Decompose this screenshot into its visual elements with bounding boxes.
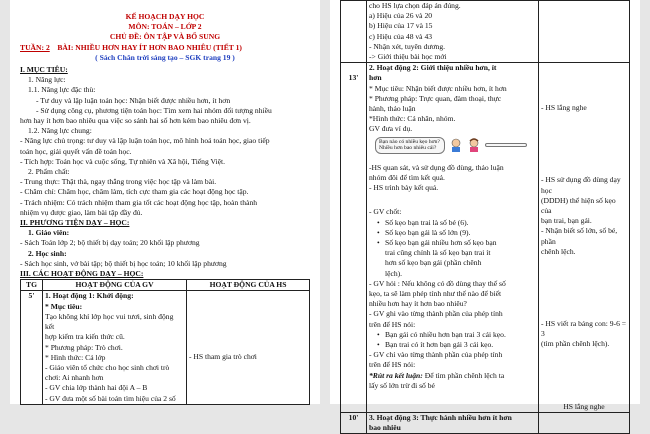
- text-line: (tìm phần chênh lệch).: [541, 339, 610, 349]
- text-line: - GV chia lớp thành hai đội A – B: [45, 383, 148, 393]
- subsection: 1.1. Năng lực đặc thù:: [28, 85, 96, 95]
- text-line: - HS tham gia trò chơi: [189, 352, 257, 362]
- list-item: • Bạn trai có ít hơn bạn gái 3 cái kẹo.: [369, 340, 536, 350]
- activity-heading: 3. Hoạt động 3: Thực hành nhiều hơn ít hơn: [369, 412, 512, 422]
- text-line: - HS sử dụng đồ dùng dạy học: [541, 175, 621, 195]
- text-line: - GV đưa một số bài toán tìm hiệu của 2 số: [45, 393, 176, 403]
- text-line: HS lắng nghe: [563, 401, 605, 411]
- subsection: 1. Năng lực:: [28, 75, 66, 85]
- text-line: - Tích hợp: Toán học và cuộc sống, Tự nhiên và Xã hội, Tiếng Việt.: [20, 156, 226, 166]
- section-objectives: I. MỤC TIÊU:: [20, 65, 68, 75]
- table-header-row: [21, 280, 310, 291]
- list-item-cont: hơn số kẹo bạn gái (phần chênh: [385, 258, 482, 268]
- text-line: nhiệm vụ được giao, làm bài tập đầy đủ.: [20, 207, 143, 217]
- conclusion-line: [369, 371, 536, 381]
- text-line: - Trung thực: Thật thà, ngay thẳng trong việc học tập và làm bài.: [20, 177, 217, 187]
- conclusion-label: *Rút ra kết luận:: [369, 370, 423, 380]
- doc-topic: CHỦ ĐỀ: ÔN TẬP VÀ BỔ SUNG: [109, 32, 221, 42]
- lesson-line: [20, 43, 310, 53]
- text-line: - Trách nhiệm: Có trách nhiệm tham gia tốt các hoạt động học tập, hoàn thành: [20, 197, 258, 207]
- table-row: [341, 1, 630, 63]
- text-line: *Hình thức: Cá nhân, nhóm.: [369, 114, 456, 124]
- list-item: • Số kẹo bạn gái là số lớn (9).: [369, 228, 536, 238]
- text-line: nhiều hơn hay ít hơn bao nhiêu?: [369, 299, 467, 309]
- doc-subject: MÔN: TOÁN – LỚP 2: [128, 22, 202, 32]
- text-line: b) Hiệu của 17 và 15: [369, 21, 433, 31]
- text-line: trên để HS nói:: [369, 319, 416, 329]
- text-line: - Chăm chỉ: Chăm học, chăm làm, tích cực tham gia các hoạt động học tập.: [20, 187, 249, 197]
- teacher-cell: [367, 1, 539, 63]
- text-line: a) Hiệu của 26 và 20: [369, 11, 433, 21]
- text-line: bạn trai, bạn gái.: [541, 216, 592, 226]
- activities-table: [20, 279, 310, 404]
- student-cell: [187, 291, 310, 404]
- text-line: chơi: Ai nhanh hơn: [45, 373, 104, 383]
- col-header-teacher: HOẠT ĐỘNG CỦA GV: [43, 280, 187, 291]
- text-line: Tạo không khí lớp học vui tươi, sinh động kết: [45, 311, 174, 332]
- text-line: - Sử dụng công cụ, phương tiện toán học: Tìm xem hai nhóm đối tượng nhiều: [36, 105, 272, 115]
- section-materials: II. PHƯƠNG TIỆN DẠY – HỌC:: [20, 218, 130, 228]
- text-line: c) Hiệu của 48 và 43: [369, 31, 433, 41]
- subsection: 1.2. Năng lực chung:: [28, 126, 92, 136]
- text-line: (DDDH) thể hiện số kẹo của: [541, 195, 616, 216]
- activity-heading-cont: hơn: [369, 73, 382, 83]
- list-item-cont: trai cũng chính là số kẹo bạn trai ít: [385, 248, 491, 258]
- text-line: hơn hay ít hơn bao nhiêu qua việc so sánh hai số hơn kém bao nhiêu đơn vị.: [20, 116, 251, 126]
- text-line: kẹo, ta sẽ làm phép tính như thế nào để biết: [369, 289, 502, 299]
- col-header-student: HOẠT ĐỘNG CỦA HS: [187, 280, 310, 291]
- text-line: * Mục tiêu:: [45, 301, 83, 311]
- table-row: [21, 291, 310, 404]
- book-ref: ( Sách Chân trời sáng tạo – SGK trang 19 ): [95, 52, 235, 62]
- list-item-cont: lệch).: [385, 268, 403, 278]
- speech-bubble: Bạn nào có nhiều kẹo hơn? Nhiều hơn bao nhiêu cái?: [375, 137, 445, 154]
- boy-icon: [449, 138, 463, 152]
- text-line: - GV hỏi : Nếu không có đồ dùng thay thế số: [369, 278, 506, 288]
- activities-table-continued: [340, 0, 630, 434]
- text-line: -> Giới thiệu bài học mới: [369, 52, 447, 62]
- example-illustration: [375, 137, 536, 154]
- text-line: - Sách Toán lớp 2; bộ thiết bị dạy toán; 20 khối lập phương: [20, 238, 200, 248]
- girl-icon: [467, 138, 481, 152]
- text-line: cho HS lựa chọn đáp án đúng.: [369, 1, 461, 10]
- text-line: * Mục tiêu: Nhận biết được nhiều hơn, ít hơn: [369, 83, 507, 93]
- text-line: hợp kiểm tra kiến thức cũ.: [45, 332, 125, 342]
- student-cell: [539, 63, 630, 413]
- activity-heading-cont: bao nhiêu: [369, 423, 401, 433]
- teacher-cell: [367, 63, 539, 413]
- week-label: TUẦN: 2: [20, 42, 50, 52]
- text-line: hành, thảo luận: [369, 104, 416, 114]
- activity-heading: 2. Hoạt động 2: Giới thiệu nhiều hơn, ít: [369, 63, 497, 73]
- teacher-cell: [367, 412, 539, 433]
- text-line: - Tư duy và lập luận toán học: Nhận biết được nhiều hơn, ít hơn: [36, 95, 231, 105]
- list-item: • Bạn gái có nhiều hơn bạn trai 3 cái kẹo.: [369, 330, 536, 340]
- subsection: 2. Học sinh:: [28, 248, 67, 258]
- text-line: toán học, giải quyết vấn đề toán học.: [20, 146, 132, 156]
- time-cell: [341, 1, 367, 63]
- conclusion-text: Để tìm phần chênh lệch ta: [424, 370, 505, 380]
- speech-bubble: [485, 143, 527, 147]
- lesson-title: BÀI: NHIỀU HƠN HAY ÍT HƠN BAO NHIÊU (TIẾT 1): [57, 42, 242, 52]
- activity-heading: 1. Hoạt động 1: Khởi động:: [45, 291, 134, 301]
- text-line: chênh lệch.: [541, 246, 576, 256]
- student-cell: [539, 1, 630, 63]
- time-cell: 13': [341, 63, 367, 413]
- text-line: - GV ghi vào từng thành phần của phép tính: [369, 309, 503, 319]
- subsection: 1. Giáo viên:: [28, 228, 70, 238]
- text-line: - HS viết ra bảng con: 9-6 = 3: [541, 319, 627, 339]
- text-line: - Giáo viên tổ chức cho học sinh chơi trò: [45, 362, 170, 372]
- section-activities: III. CÁC HOẠT ĐỘNG DẠY – HỌC:: [20, 269, 144, 279]
- table-row: [341, 63, 630, 413]
- text-line: - HS trình bày kết quả.: [369, 183, 439, 193]
- teacher-cell: [43, 291, 187, 404]
- text-line: -HS quan sát, và sử dụng đồ dùng, thảo luận: [369, 162, 504, 172]
- text-line: - GV chốt:: [369, 207, 402, 217]
- text-line: - Sách học sinh, vở bài tập; bộ thiết bị học toán; 10 khối lập phương: [20, 258, 227, 268]
- text-line: nhóm đôi để tìm kết quả.: [369, 173, 445, 183]
- text-line: * Phương pháp: Trực quan, đàm thoại, thực: [369, 93, 502, 103]
- text-line: trên để HS nói:: [369, 360, 416, 370]
- text-line: - Năng lực chủ trọng: tư duy và lập luận toán học, mô hình hoá toán học, giao tiếp: [20, 136, 270, 146]
- text-line: lấy số lớn trừ đi số bé: [369, 380, 435, 390]
- time-cell: 5': [21, 291, 43, 404]
- text-line: * Phương pháp: Trò chơi.: [45, 342, 123, 352]
- doc-title: KẾ HOẠCH DẠY HỌC: [125, 12, 205, 21]
- text-line: - Nhận biết số lớn, số bé, phần: [541, 226, 618, 246]
- text-line: - HS lắng nghe: [541, 103, 587, 113]
- student-cell: [539, 412, 630, 433]
- text-line: - GV chỉ vào từng thành phần của phép tính: [369, 350, 503, 360]
- text-line: * Hình thức: Cả lớp: [45, 352, 106, 362]
- list-item: • Số kẹo bạn gái nhiều hơn số kẹo bạn: [369, 238, 536, 248]
- subsection: 2. Phẩm chất:: [28, 167, 70, 177]
- table-row: [341, 412, 630, 433]
- text-line: GV đưa ví dụ.: [369, 124, 413, 134]
- time-cell: 10': [341, 412, 367, 433]
- col-header-time: TG: [21, 280, 43, 291]
- text-line: - Nhận xét, tuyên dương.: [369, 41, 446, 51]
- right-page: [330, 0, 640, 433]
- left-page: [10, 0, 320, 404]
- list-item: • Số kẹo bạn trai là số bé (6).: [369, 218, 536, 228]
